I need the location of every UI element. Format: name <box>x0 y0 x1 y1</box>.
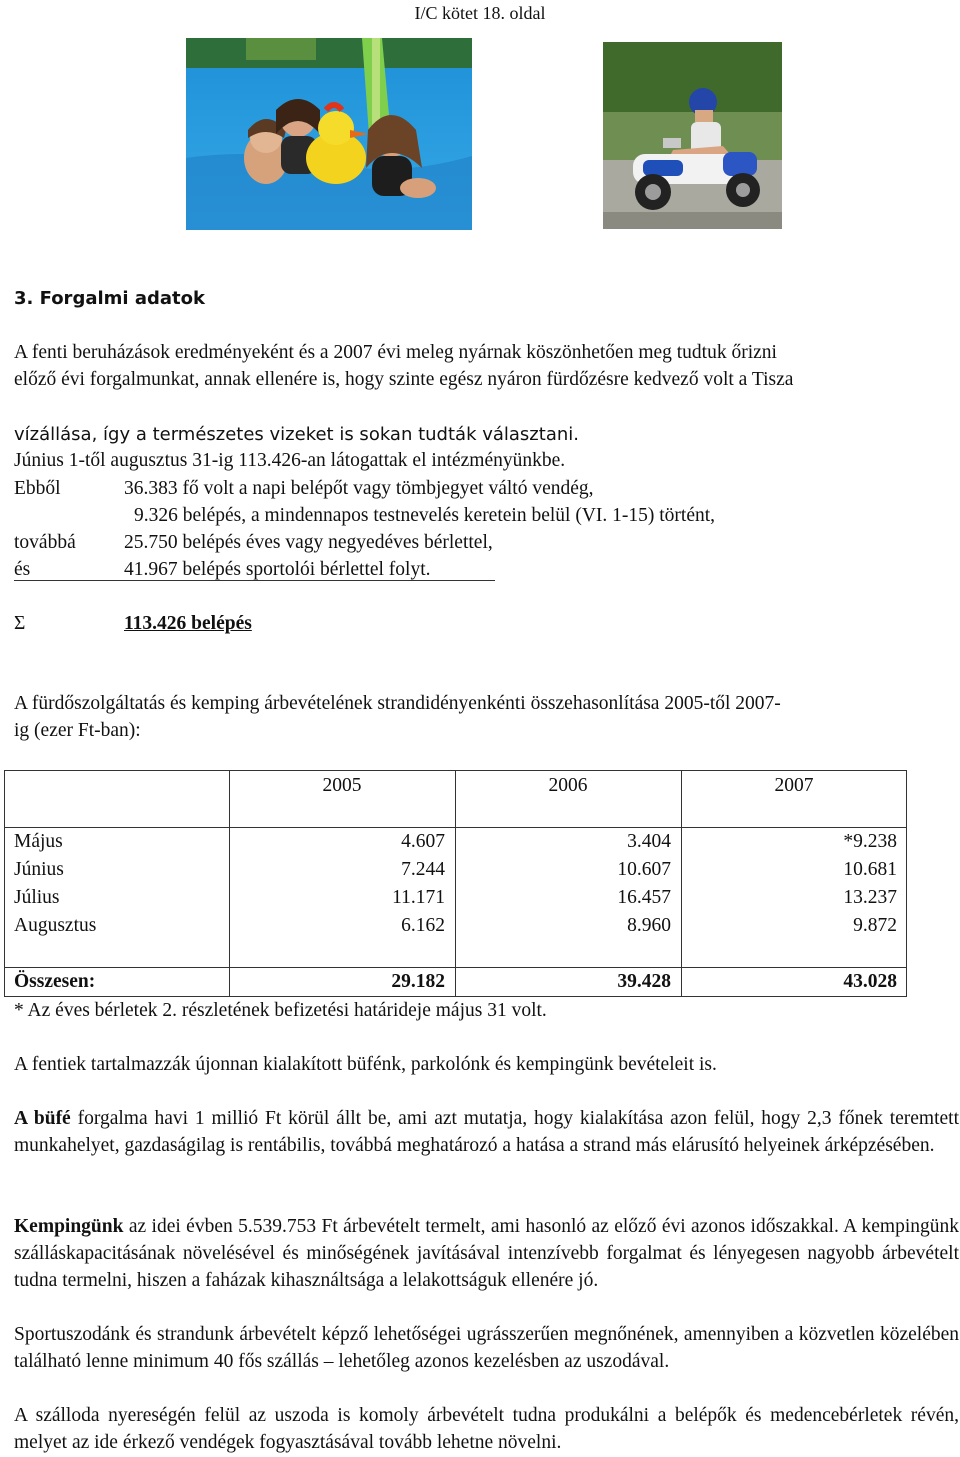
table-value-cell: 16.457 <box>617 887 671 908</box>
paragraph-hotel: A szálloda nyereségén felül az uszoda is komoly árbevételt tudna produkálni a belépők és medencebérletek révén, melyet az ide érkező vendégek fogyasztásával tovább lehetne növelni. <box>14 1405 959 1453</box>
table-value-cell: 13.237 <box>843 887 897 908</box>
revenue-table-body <box>14 828 907 940</box>
table-value-cell: 10.607 <box>617 859 671 880</box>
table-year-header: 2006 <box>548 775 588 796</box>
visitor-row-label: és <box>14 559 31 580</box>
table-month-cell: Augusztus <box>14 915 97 936</box>
intro-line-2: előző évi forgalmunkat, annak ellenére is, hogy szinte egész nyáron fürdőzésre kedvező volt a Tisza <box>14 369 794 390</box>
table-value-cell: 9.872 <box>853 915 897 936</box>
comparison-line-2: ig (ezer Ft-ban): <box>14 720 141 741</box>
photo-pool-family <box>186 38 472 230</box>
table-row <box>14 856 907 884</box>
table-value-cell: 10.681 <box>843 859 897 880</box>
visitors-summary: Június 1-től augusztus 31-ig 113.426-an látogattak el intézményünkbe. <box>14 450 566 471</box>
paragraph-buffet <box>14 1105 959 1159</box>
table-total-row <box>14 968 907 996</box>
visitor-row-text: 41.967 belépés sportolói bérlettel folyt. <box>124 559 431 580</box>
table-value-cell: *9.238 <box>843 831 897 852</box>
paragraph-pool-potential: Sportuszodánk és strandunk árbevételt képző lehetőségei ugrásszerűen megnőnének, amennyiben a közvetlen közelében található lenne minimum 40 fős szállás – lehetőleg azonos kezelésben az uszodával. <box>14 1324 959 1372</box>
paragraph-buffet-text: forgalma havi 1 millió Ft körül állt be, ami azt mutatja, hogy kialakítása azon felül, hogy 2,3 főnek teremtett munkahelyet, gazdaságilag is rentábilis, továbbá meghatározó a hatása a strand más elárusító helyeinek árképzésében. <box>14 1108 959 1156</box>
table-value-cell: 4.607 <box>401 831 445 852</box>
table-value-cell: 8.960 <box>627 915 671 936</box>
visitors-total: 113.426 belépés <box>124 613 252 634</box>
visitor-row-text: 25.750 belépés éves vagy negyedéves bérlettel, <box>124 532 493 553</box>
section-title: 3. Forgalmi adatok <box>14 288 205 309</box>
page-header: I/C kötet 18. oldal <box>414 3 546 23</box>
paragraph-camping-text: az idei évben 5.539.753 Ft árbevételt termelt, ami hasonló az előző évi azonos időszakkal. A kempingünk szálláskapacitásának növelésével és minőségének javításával intenzívebb forgalmat és lényegesen nagyobb árbevételt tudna termelni, hiszen a faházak kihasználtsága a lelakottságuk ellenére jó. <box>14 1216 959 1291</box>
table-total-value: 29.182 <box>391 971 445 992</box>
table-row <box>14 912 907 940</box>
table-year-header: 2005 <box>322 775 362 796</box>
visitor-underline <box>14 580 495 581</box>
visitor-row-label: Ebből <box>14 478 61 499</box>
table-total-value: 43.028 <box>843 971 897 992</box>
table-row <box>14 884 907 912</box>
visitor-row-text: 9.326 belépés, a mindennapos testnevelés keretein belül (VI. 1-15) történt, <box>134 505 716 526</box>
table-month-cell: Május <box>14 831 63 852</box>
table-value-cell: 3.404 <box>627 831 671 852</box>
sigma-symbol: Σ <box>14 613 26 634</box>
intro-line-3: vízállása, így a természetes vizeket is sokan tudták választani. <box>14 424 579 445</box>
table-total-label: Összesen: <box>14 971 96 992</box>
visitor-row-label: továbbá <box>14 532 76 553</box>
intro-line-1: A fenti beruházások eredményeként és a 2007 évi meleg nyárnak köszönhetően meg tudtuk őrizni <box>14 342 777 363</box>
table-year-header: 2007 <box>774 775 814 796</box>
comparison-line-1: A fürdőszolgáltatás és kemping árbevételének strandidényenkénti összehasonlítása 2005-től 2007- <box>14 693 781 714</box>
table-month-cell: Július <box>14 887 60 908</box>
table-total-value: 39.428 <box>617 971 671 992</box>
paragraph-camping-heading: Kempingünk <box>14 1216 124 1237</box>
paragraph-buffet-heading: A büfé <box>14 1108 71 1129</box>
table-month-cell: Június <box>14 859 64 880</box>
table-value-cell: 7.244 <box>401 859 445 880</box>
revenue-table-total <box>14 968 907 996</box>
table-value-cell: 11.171 <box>392 887 445 908</box>
paragraph-revenue-note: A fentiek tartalmazzák újonnan kialakított büfénk, parkolónk és kempingünk bevételeit is. <box>14 1054 717 1075</box>
photo-child-motorbike <box>603 42 782 229</box>
table-row <box>14 828 907 856</box>
table-value-cell: 6.162 <box>401 915 445 936</box>
paragraph-camping <box>14 1213 959 1294</box>
visitor-row-text: 36.383 fő volt a napi belépőt vagy tömbjegyet váltó vendég, <box>124 478 594 499</box>
table-footnote: * Az éves bérletek 2. részletének befizetési határideje május 31 volt. <box>14 1000 547 1021</box>
